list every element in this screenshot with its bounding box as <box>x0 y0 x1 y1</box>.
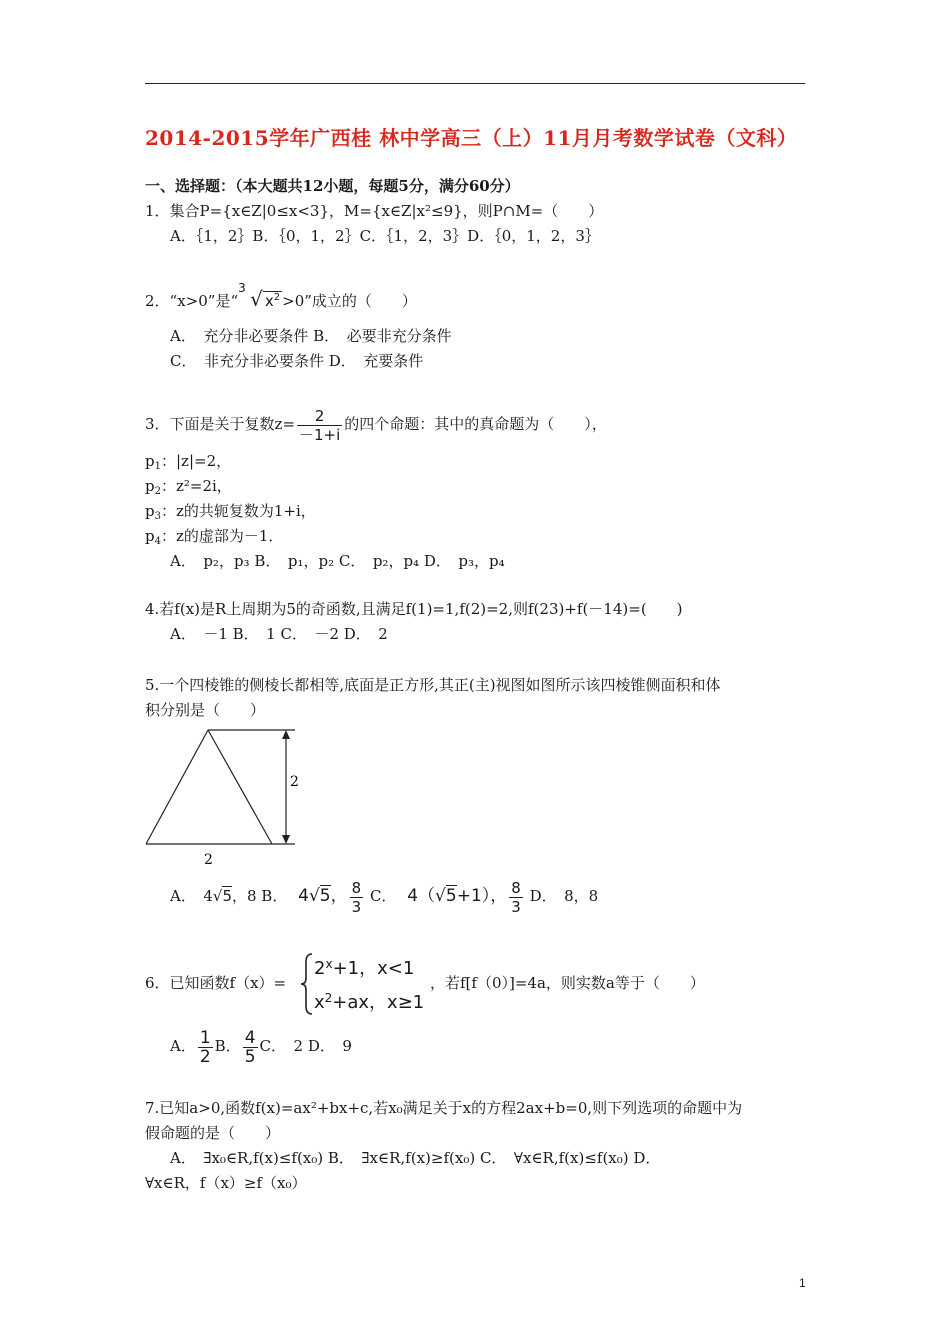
fraction-1-over-2: $\frac{1}{2}$ <box>199 1027 211 1067</box>
section-heading: 一、选择题：（本大题共12小题，每题5分，满分60分） <box>145 177 520 195</box>
fraction-2-over-minus1-plus-i: $\frac{2}{-1+i}$ <box>299 406 341 444</box>
radicand: x <box>264 292 274 310</box>
header-rule <box>145 83 805 84</box>
proposition-p2: $p_2$：z²=2i， <box>145 477 232 497</box>
cube-root: 3 √ $x^2$ <box>238 288 282 311</box>
question-6-stem-a: 6．已知函数f（x）= <box>145 974 287 992</box>
question-2-stem <box>145 281 417 311</box>
question-2-stem-a: 2．“x>0”是“ <box>145 292 239 310</box>
question-5-stem-line2: 积分别是（ ） <box>145 701 266 719</box>
question-1-options: A．｛1，2｝B．｛0，1，2｝C．｛1，2，3｝D．｛0，1，2，3｝ <box>170 227 600 245</box>
question-7-stem-line2: 假命题的是（ ） <box>145 1124 281 1142</box>
proposition-p4: $p_4$：z的虚部为－1． <box>145 527 284 547</box>
pyramid-front-view-figure <box>140 722 320 870</box>
question-3-stem-a: 3．下面是关于复数z= <box>145 415 296 433</box>
question-7-options-row1: A． ∃x₀∈R,f(x)≤f(x₀) B． ∃x∈R,f(x)≥f(x₀) C． ∀x∈R,f(x)≤f(x₀) D． <box>170 1149 661 1167</box>
sqrt-5: √5 <box>212 887 232 905</box>
figure-height-label: 2 <box>290 774 299 790</box>
left-brace <box>300 952 314 1016</box>
question-3-options: A． p₂，p₃ B． p₁，p₂ C． p₂，p₄ D． p₃，p₄ <box>170 552 505 570</box>
root-index: 3 <box>238 281 246 295</box>
piecewise-case-2: $x^2+ax$，x≥1 <box>314 991 425 1013</box>
fraction-8-over-3-c: $\frac{8}{3}$ <box>511 878 521 916</box>
question-4-stem: 4.若f(x)是R上周期为5的奇函数,且满足f(1)=1,f(2)=2,则f(23)+f(－14)=( ) <box>145 600 683 618</box>
figure-base-label: 2 <box>204 852 213 868</box>
fraction-8-over-3: $\frac{8}{3}$ <box>351 878 362 916</box>
piecewise-function <box>300 952 430 1016</box>
page-number: 1 <box>799 1276 806 1290</box>
page-title: 2014-2015学年广西桂 林中学高三（上）11月月考数学试卷（文科） <box>145 126 798 150</box>
q5-option-c: 4（√5+1）， <box>407 886 508 906</box>
question-6-stem-b: ，若f[f（0）]=4a，则实数a等于（ ） <box>430 974 705 992</box>
fraction-4-over-5: $\frac{4}{5}$ <box>244 1027 256 1067</box>
question-3-stem-b: 的四个命题：其中的真命题为（ ）， <box>344 415 607 433</box>
question-3-stem <box>145 402 607 446</box>
question-2-options-row1: A． 充分非必要条件 B． 必要非充分条件 <box>170 327 452 345</box>
q5-option-b: 4√5， <box>298 886 348 906</box>
question-7-options-row2: ∀x∈R，f（x）≥f（x₀） <box>145 1174 307 1192</box>
question-7-stem-line1: 7.已知a>0,函数f(x)=ax²+bx+c,若x₀满足关于x的方程2ax+b=0,则下列选项的命题中为 <box>145 1099 743 1117</box>
question-2-stem-b: >0”成立的（ ） <box>282 292 417 310</box>
question-6-options: A． $\frac{1}{2}$ B． $\frac{4}{5}$ C． 2 D． 9 <box>170 1027 352 1067</box>
question-1-stem: 1．集合P={x∈Z|0≤x<3}，M={x∈Z|x²≤9}，则P∩M=（ ） <box>145 202 604 220</box>
question-5-stem-line1: 5.一个四棱锥的侧棱长都相等,底面是正方形,其正(主)视图如图所示该四棱锥侧面积和体 <box>145 676 721 694</box>
piecewise-case-1: $2^x+1$，x<1 <box>314 957 415 979</box>
radicand-exponent: 2 <box>273 292 281 303</box>
q5-option-d: D． 8，8 <box>529 887 599 905</box>
q5-option-a: A． 4 <box>170 887 213 905</box>
question-5-options: A． 4√5，8 B． 4√5， $\frac{8}{3}$ C． 4（√5+1）， $\frac{8}{3}$ D． 8，8 <box>170 878 599 916</box>
question-4-options: A． －1 B． 1 C． －2 D． 2 <box>170 625 388 643</box>
question-2-options-row2: C． 非充分非必要条件 D． 充要条件 <box>170 352 424 370</box>
proposition-p1: $p_1$：|z|=2， <box>145 452 232 472</box>
proposition-p3: $p_3$：z的共轭复数为1+i， <box>145 502 316 522</box>
